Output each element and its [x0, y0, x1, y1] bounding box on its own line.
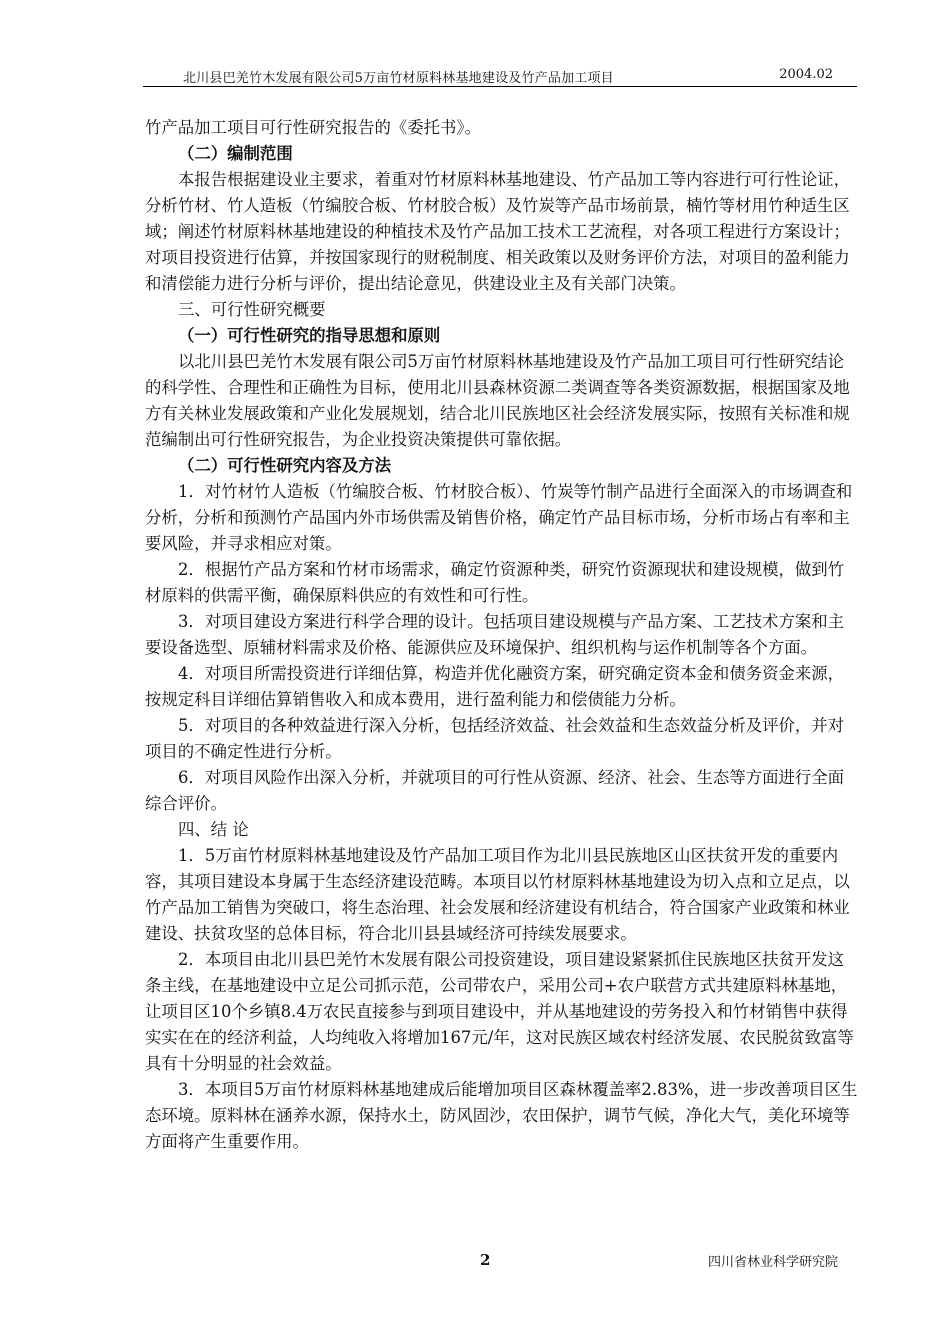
section-heading: 四、结 论: [178, 820, 249, 839]
section-heading: （二）编制范围: [178, 144, 293, 163]
section-heading: （一）可行性研究的指导思想和原则: [178, 326, 441, 345]
list-item: 3．对项目建设方案进行科学合理的设计。包括项目建设规模与产品方案、工艺技术方案和主要设备选型、原辅材料需求及价格、能源供应及环境保护、组织机构与运作机制等各个方面。: [145, 612, 845, 657]
list-item: 2．根据竹产品方案和竹材市场需求，确定竹资源种类，研究竹资源现状和建设规模，做到竹材原料的供需平衡，确保原料供应的有效性和可行性。: [145, 560, 845, 605]
list-item: 1．对竹材竹人造板（竹编胶合板、竹材胶合板）、竹炭等竹制产品进行全面深入的市场调查和分析，分析和预测竹产品国内外市场供需及销售价格，确定竹产品目标市场，分析市场占有率和主要风险，并寻求相应对策。: [145, 482, 853, 553]
paragraph: 本报告根据建设业主要求，着重对竹材原料林基地建设、竹产品加工等内容进行可行性论证，分析竹材、竹人造板（竹编胶合板、竹材胶合板）及竹炭等产品市场前景，楠竹等材用竹种适生区域；阐述竹材原料林基地建设的种植技术及竹产品加工技术工艺流程，对各项工程进行方案设计；对项目投资进行估算，并按国家现行的财税制度、相关政策以及财务评价方法，对项目的盈利能力和清偿能力进行分析与评价，提出结论意见，供建设业主及有关部门决策。: [145, 170, 851, 293]
list-item: 4．对项目所需投资进行详细估算，构造并优化融资方案，研究确定资本金和债务资金来源，按规定科目详细估算销售收入和成本费用，进行盈利能力和偿债能力分析。: [145, 664, 845, 709]
list-item: 3．本项目5万亩竹材原料林基地建成后能增加项目区森林覆盖率2.83%，进一步改善项目区生态环境。原料林在涵养水源，保持水土，防风固沙，农田保护，调节气候，净化大气，美化环境等方面将产生重要作用。: [145, 1080, 858, 1151]
list-item: 5．对项目的各种效益进行深入分析，包括经济效益、社会效益和生态效益分析及评价，并对项目的不确定性进行分析。: [145, 716, 845, 761]
header-date: 2004.02: [779, 67, 833, 82]
list-item: 2．本项目由北川县巴羌竹木发展有限公司投资建设，项目建设紧紧抓住民族地区扶贫开发这条主线，在基地建设中立足公司抓示范，公司带农户，采用公司+农户联营方式共建原料林基地，让项目区10个乡镇8.4万农民直接参与到项目建设中，并从基地建设的劳务投入和竹材销售中获得实实在在的经济利益，人均纯收入将增加167元/年，这对民族区域农村经济发展、农民脱贫致富等具有十分明显的社会效益。: [145, 950, 854, 1073]
paragraph: 竹产品加工项目可行性研究报告的《委托书》。: [145, 118, 482, 137]
document-body: [145, 115, 860, 1155]
footer-organization: 四川省林业科学研究院: [708, 1255, 839, 1270]
page-number: 2: [480, 1251, 491, 1269]
list-item: 6．对项目风险作出深入分析，并就项目的可行性从资源、经济、社会、生态等方面进行全面综合评价。: [145, 768, 845, 813]
section-heading: （二）可行性研究内容及方法: [178, 456, 392, 475]
header-title: 北川县巴羌竹木发展有限公司5万亩竹材原料林基地建设及竹产品加工项目: [183, 71, 614, 86]
section-heading: 三、可行性研究概要: [178, 300, 326, 319]
list-item: 1．5万亩竹材原料林基地建设及竹产品加工项目作为北川县民族地区山区扶贫开发的重要内容，其项目建设本身属于生态经济建设范畴。本项目以竹材原料林基地建设为切入点和立足点，以竹产品加工销售为突破口，将生态治理、社会发展和经济建设有机结合，符合国家产业政策和林业建设、扶贫攻坚的总体目标，符合北川县县域经济可持续发展要求。: [145, 846, 850, 943]
page-header: [143, 64, 857, 87]
paragraph: 以北川县巴羌竹木发展有限公司5万亩竹材原料林基地建设及竹产品加工项目可行性研究结论的科学性、合理性和正确性为目标，使用北川县森林资源二类调查等各类资源数据，根据国家及地方有关林业发展政策和产业化发展规划，结合北川民族地区社会经济发展实际，按照有关标准和规范编制出可行性研究报告，为企业投资决策提供可靠依据。: [145, 352, 850, 449]
